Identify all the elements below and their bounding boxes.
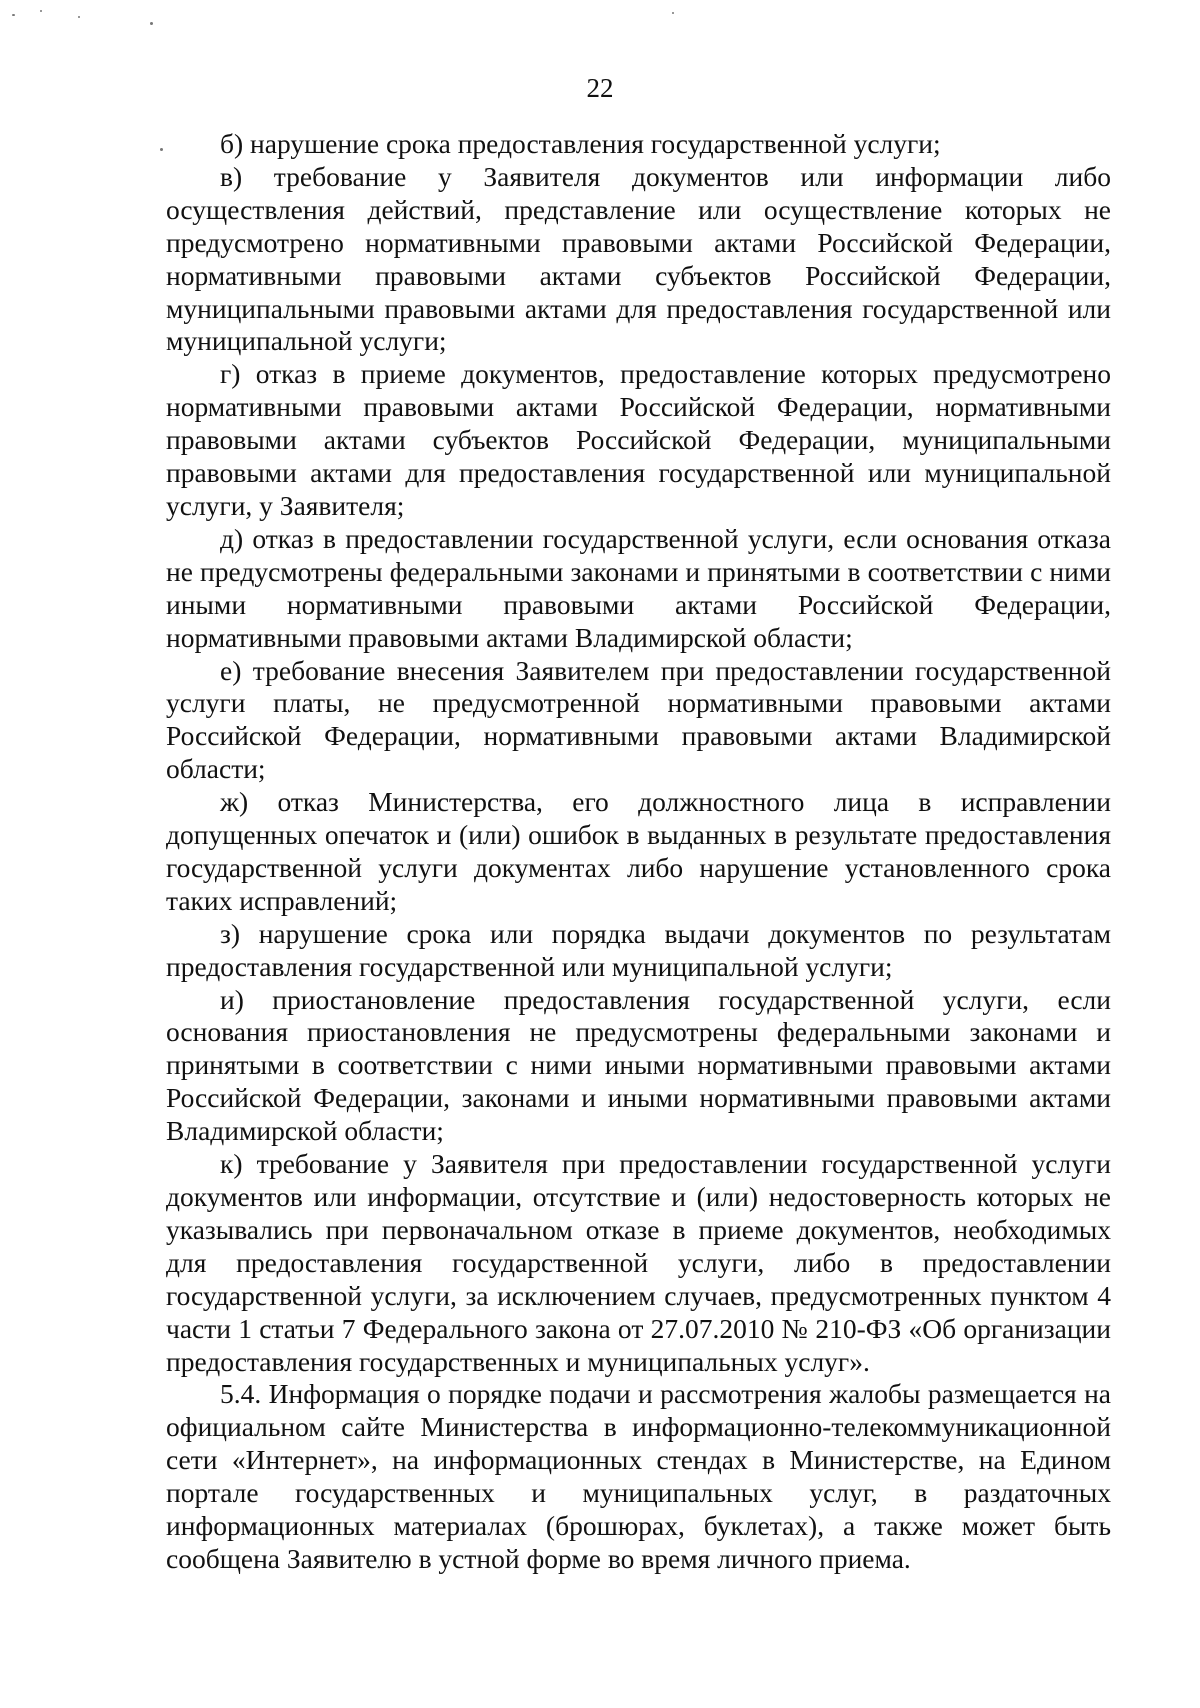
list-item-d: д) отказ в предоставлении государственной услуги, если основания отказа не предусмотрены федеральными законами и принятыми в соответствии с ними иными нормативными правовыми актами Российской Федерации, нормативными правовыми актами Владимирской области; [166, 522, 1111, 653]
scan-speck [672, 12, 674, 14]
document-body [166, 128, 1111, 1576]
list-item-k: к) требование у Заявителя при предоставлении государственной услуги документов или информации, отсутствие и (или) недостоверность которых не указывались при первоначальном отказе в приеме документов, необходимых для предоставления государственной услуги, либо в предоставлении государственной услуги, за исключением случаев, предусмотренных пунктом 4 части 1 статьи 7 Федерального закона от 27.07.2010 № 210-ФЗ «Об организации предоставления государственных и муниципальных услуг». [166, 1148, 1111, 1377]
scan-speck [160, 148, 163, 151]
scan-speck [40, 10, 42, 12]
section-5-4-paragraph: 5.4. Информация о порядке подачи и рассмотрения жалобы размещается на официальном сайте Министерства в информационно-телекоммуникационной сети «Интернет», на информационных стендах в Министерстве, на Едином портале государственных и муниципальных услуг, в раздаточных информационных материалах (брошюрах, буклетах), а также может быть сообщена Заявителю в устной форме во время личного приема. [166, 1378, 1111, 1574]
list-item-g: г) отказ в приеме документов, предоставление которых предусмотрено нормативными правовыми актами Российской Федерации, нормативными правовыми актами субъектов Российской Федерации, муниципальными правовыми актами для предоставления государственной или муниципальной услуги, у Заявителя; [166, 358, 1111, 521]
page-number: 22 [586, 73, 614, 103]
list-item-e: е) требование внесения Заявителем при предоставлении государственной услуги платы, не предусмотренной нормативными правовыми актами Российской Федерации, нормативными правовыми актами Владимирской области; [166, 654, 1111, 785]
list-item-v: в) требование у Заявителя документов или информации либо осуществления действий, представление или осуществление которых не предусмотрено нормативными правовыми актами Российской Федерации, нормативными правовыми актами субъектов Российской Федерации, муниципальными правовыми актами для предоставления государственной или муниципальной услуги; [166, 160, 1111, 357]
scan-speck [12, 14, 15, 16]
list-item-i: и) приостановление предоставления государственной услуги, если основания приостановления не предусмотрены федеральными законами и принятыми в соответствии с ними иными нормативными правовыми актами Российской Федерации, законами и иными нормативными правовыми актами Владимирской области; [166, 983, 1111, 1147]
scan-speck [78, 16, 80, 18]
list-item-z: з) нарушение срока или порядка выдачи документов по результатам предоставления государственной или муниципальной услуги; [166, 917, 1111, 982]
scan-speck [150, 22, 153, 25]
list-item-b: б) нарушение срока предоставления государственной услуги; [220, 128, 941, 159]
list-item-zh: ж) отказ Министерства, его должностного лица в исправлении допущенных опечаток и (или) ошибок в выданных в результате предоставления государственной услуги документах либо нарушение установленного срока таких исправлений; [166, 786, 1111, 916]
